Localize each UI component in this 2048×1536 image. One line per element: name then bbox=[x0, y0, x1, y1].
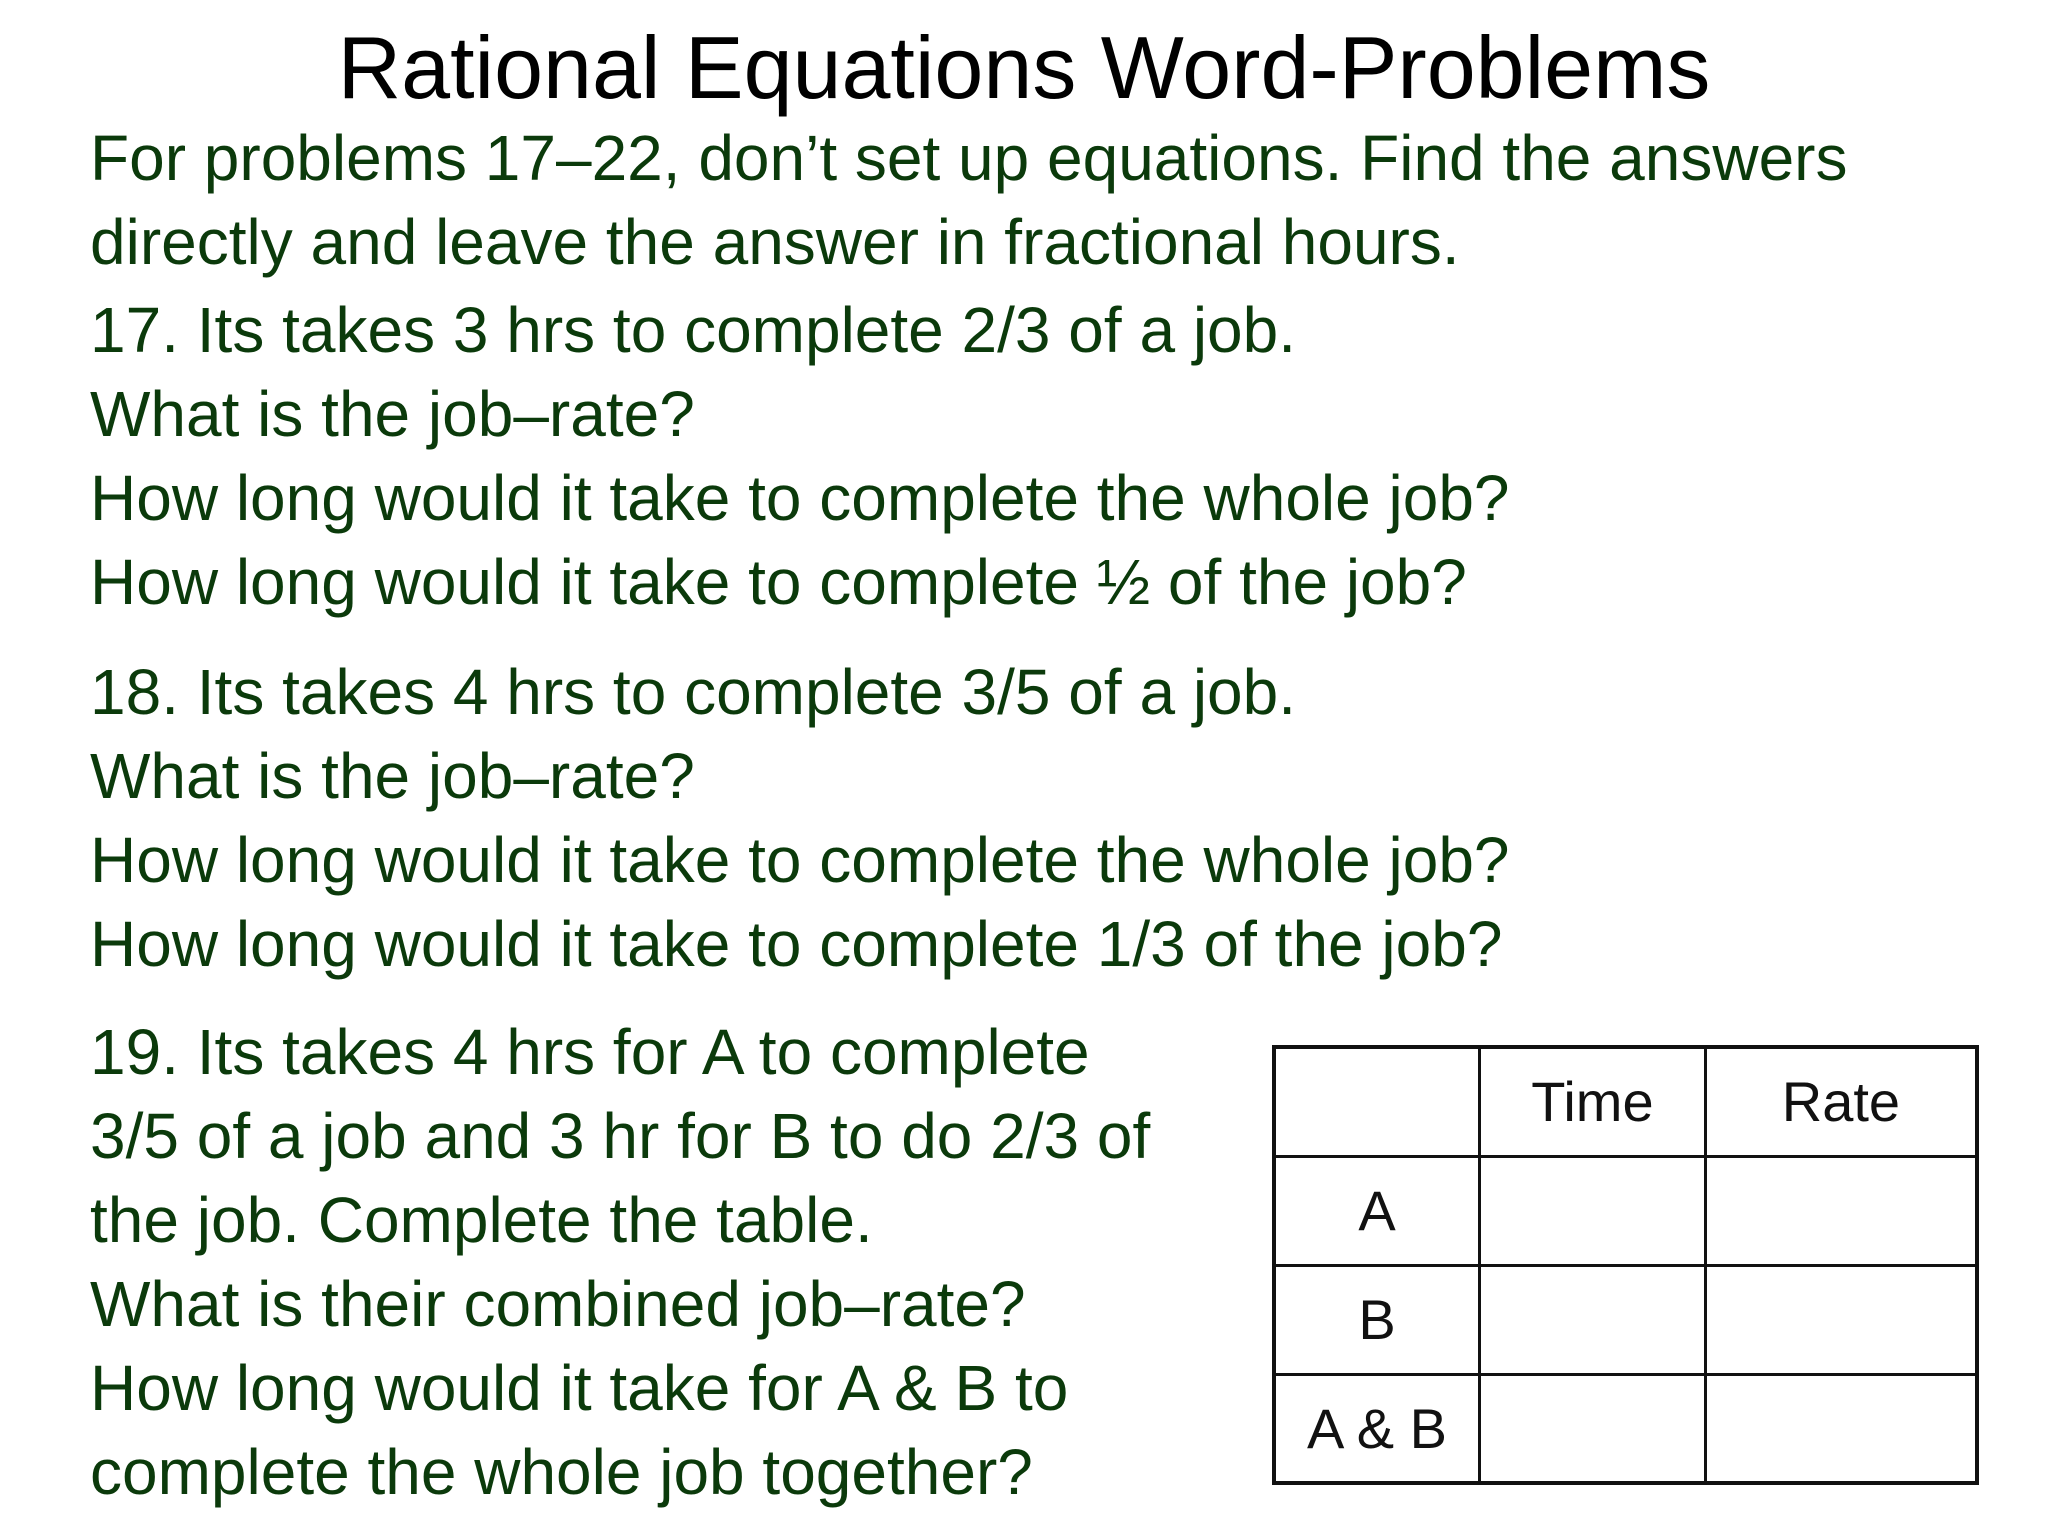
time-cell[interactable] bbox=[1480, 1374, 1706, 1483]
table-row bbox=[1274, 1156, 1977, 1265]
problem-19 bbox=[90, 1010, 1150, 1514]
problem-17 bbox=[90, 288, 1510, 624]
problem-line: How long would it take to complete 1/3 of the job? bbox=[90, 908, 1503, 980]
time-cell[interactable] bbox=[1480, 1156, 1706, 1265]
problem-line: How long would it take to complete the whole job? bbox=[90, 824, 1510, 896]
table-header-row bbox=[1274, 1047, 1977, 1156]
rate-cell[interactable] bbox=[1705, 1265, 1977, 1374]
time-cell[interactable] bbox=[1480, 1265, 1706, 1374]
problem-line: complete the whole job together? bbox=[90, 1436, 1033, 1508]
problem-line: 17. Its takes 3 hrs to complete 2/3 of a job. bbox=[90, 294, 1296, 366]
problem-line: How long would it take for A & B to bbox=[90, 1352, 1069, 1424]
problem-line: How long would it take to complete the whole job? bbox=[90, 462, 1510, 534]
header-cell-blank bbox=[1274, 1047, 1480, 1156]
time-rate-table bbox=[1272, 1045, 1979, 1485]
header-cell-rate: Rate bbox=[1705, 1047, 1977, 1156]
problem-line: the job. Complete the table. bbox=[90, 1184, 873, 1256]
problem-line: 18. Its takes 4 hrs to complete 3/5 of a job. bbox=[90, 656, 1296, 728]
problem-18 bbox=[90, 650, 1510, 986]
problem-line: 19. Its takes 4 hrs for A to complete bbox=[90, 1016, 1090, 1088]
problem-line: What is the job–rate? bbox=[90, 378, 695, 450]
problem-line: How long would it take to complete ½ of the job? bbox=[90, 546, 1467, 618]
rate-cell[interactable] bbox=[1705, 1374, 1977, 1483]
row-label-cell: A & B bbox=[1274, 1374, 1480, 1483]
table-row bbox=[1274, 1374, 1977, 1483]
row-label-cell: B bbox=[1274, 1265, 1480, 1374]
problem-line: What is the job–rate? bbox=[90, 740, 695, 812]
instructions-line: directly and leave the answer in fractional hours. bbox=[90, 206, 1460, 278]
instructions-line: For problems 17–22, don’t set up equations. Find the answers bbox=[90, 122, 1848, 194]
page-title: Rational Equations Word-Problems bbox=[337, 18, 1711, 117]
header-cell-time: Time bbox=[1480, 1047, 1706, 1156]
problem-line: 3/5 of a job and 3 hr for B to do 2/3 of bbox=[90, 1100, 1151, 1172]
row-label-cell: A bbox=[1274, 1156, 1480, 1265]
table-row bbox=[1274, 1265, 1977, 1374]
problem-line: What is their combined job–rate? bbox=[90, 1268, 1026, 1340]
instructions bbox=[90, 116, 1847, 284]
rate-cell[interactable] bbox=[1705, 1156, 1977, 1265]
